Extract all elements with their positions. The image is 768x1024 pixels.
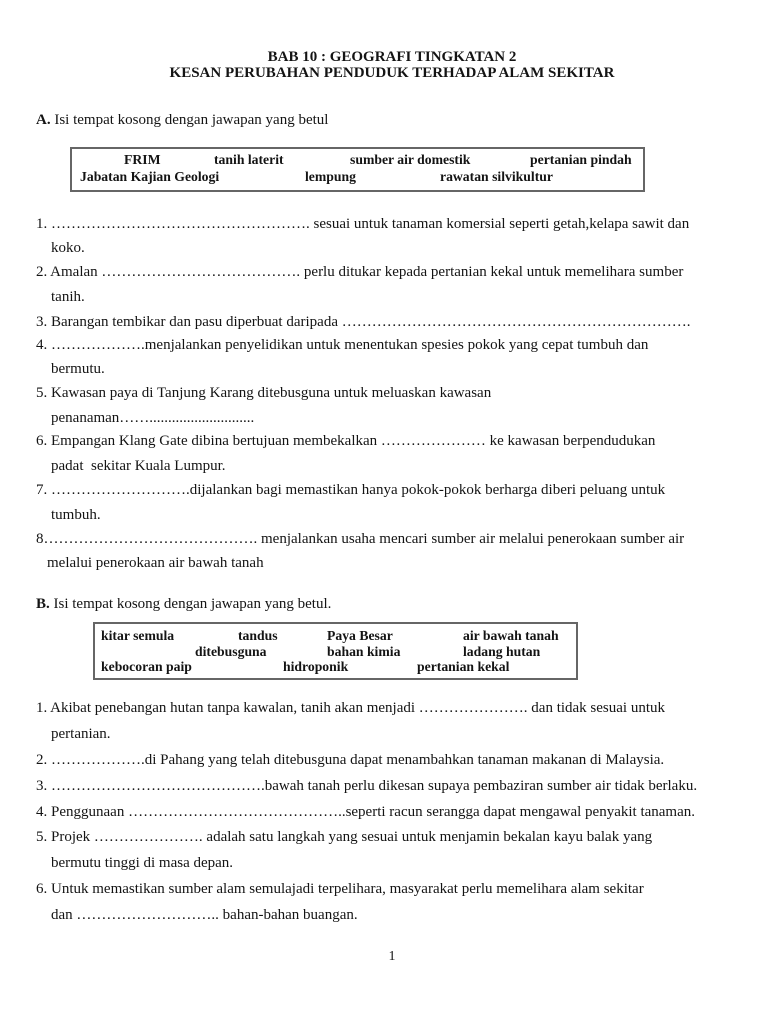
- question-line: 1. ……………………………………………. sesuai untuk tanaman komersial seperti getah,kelapa sawit dan: [36, 216, 690, 232]
- title-line-2: KESAN PERUBAHAN PENDUDUK TERHADAP ALAM SEKITAR: [169, 65, 615, 81]
- word-bank-item: FRIM: [124, 152, 161, 167]
- word-bank-item: pertanian pindah: [530, 152, 632, 167]
- section-a-heading: [36, 111, 328, 129]
- word-bank-item: rawatan silvikultur: [440, 169, 553, 184]
- question-line: 5. Kawasan paya di Tanjung Karang ditebusguna untuk meluaskan kawasan: [36, 385, 492, 401]
- question-line: bermutu.: [51, 361, 105, 377]
- word-bank-item: kebocoran paip: [101, 659, 192, 674]
- word-bank-item: bahan kimia: [327, 644, 401, 659]
- title-line-1: BAB 10 : GEOGRAFI TINGKATAN 2: [267, 49, 517, 65]
- question-line: melalui penerokaan air bawah tanah: [47, 555, 264, 571]
- word-bank-item: tandus: [238, 628, 278, 643]
- word-bank-item: pertanian kekal: [417, 659, 510, 674]
- question-line: 6. Untuk memastikan sumber alam semulajadi terpelihara, masyarakat perlu memelihara alam sekitar: [36, 881, 644, 897]
- word-bank-item: sumber air domestik: [350, 152, 471, 167]
- word-bank-item: ditebusguna: [195, 644, 267, 659]
- question-line: 4. Penggunaan ……………………………………..seperti racun serangga dapat mengawal penyakit tanaman.: [36, 804, 695, 820]
- question-line: 6. Empangan Klang Gate dibina bertujuan membekalkan ………………… ke kawasan berpendudukan: [36, 433, 656, 449]
- word-bank-item: ladang hutan: [463, 644, 541, 659]
- question-line: tanih.: [51, 289, 85, 305]
- word-bank-item: Jabatan Kajian Geologi: [80, 169, 220, 184]
- word-bank-a: [70, 147, 645, 192]
- question-line: padat sekitar Kuala Lumpur.: [51, 458, 226, 474]
- question-line: 2. ……………….di Pahang yang telah ditebusguna dapat menambahkan tanaman makanan di Malaysia.: [36, 752, 665, 768]
- section-b-label: B.: [36, 596, 50, 612]
- question-line: 5. Projek …………………. adalah satu langkah yang sesuai untuk menjamin bekalan kayu balak yang: [36, 829, 653, 845]
- question-line: 7. ……………………….dijalankan bagi memastikan hanya pokok-pokok berharga diberi peluang untuk: [36, 482, 666, 498]
- question-line: pertanian.: [51, 726, 111, 742]
- section-a-instruction: Isi tempat kosong dengan jawapan yang betul: [54, 112, 329, 128]
- word-bank-item: tanih laterit: [214, 152, 284, 167]
- question-line: tumbuh.: [51, 507, 101, 523]
- page-number: 1: [388, 949, 396, 964]
- question-line: 3. Barangan tembikar dan pasu diperbuat daripada …………………………………………………………….: [36, 314, 691, 330]
- question-line: koko.: [51, 240, 85, 256]
- section-b-heading: [36, 595, 331, 613]
- word-bank-b: [93, 622, 578, 680]
- question-line: 8……………………………………. menjalankan usaha mencari sumber air melalui penerokaan sumber air: [36, 531, 685, 547]
- word-bank-item: hidroponik: [283, 659, 349, 674]
- word-bank-item: kitar semula: [101, 628, 175, 643]
- question-line: 4. ……………….menjalankan penyelidikan untuk menentukan spesies pokok yang cepat tumbuh dan: [36, 337, 649, 353]
- question-line: bermutu tinggi di masa depan.: [51, 855, 234, 871]
- question-line: 3. …………………………………….bawah tanah perlu dikesan supaya pembaziran sumber air tidak berlaku.: [36, 778, 698, 794]
- word-bank-item: air bawah tanah: [463, 628, 559, 643]
- question-line: 2. Amalan …………………………………. perlu ditukar kepada pertanian kekal untuk memelihara sumber: [36, 264, 684, 280]
- question-line: penanaman……............................: [51, 410, 255, 426]
- word-bank-item: lempung: [305, 169, 356, 184]
- question-line: dan ……………………….. bahan-bahan buangan.: [51, 907, 358, 923]
- question-line: 1. Akibat penebangan hutan tanpa kawalan, tanih akan menjadi …………………. dan tidak sesuai untuk: [36, 700, 666, 716]
- section-a-label: A.: [36, 112, 51, 128]
- word-bank-item: Paya Besar: [327, 628, 393, 643]
- section-b-instruction: Isi tempat kosong dengan jawapan yang betul.: [53, 596, 332, 612]
